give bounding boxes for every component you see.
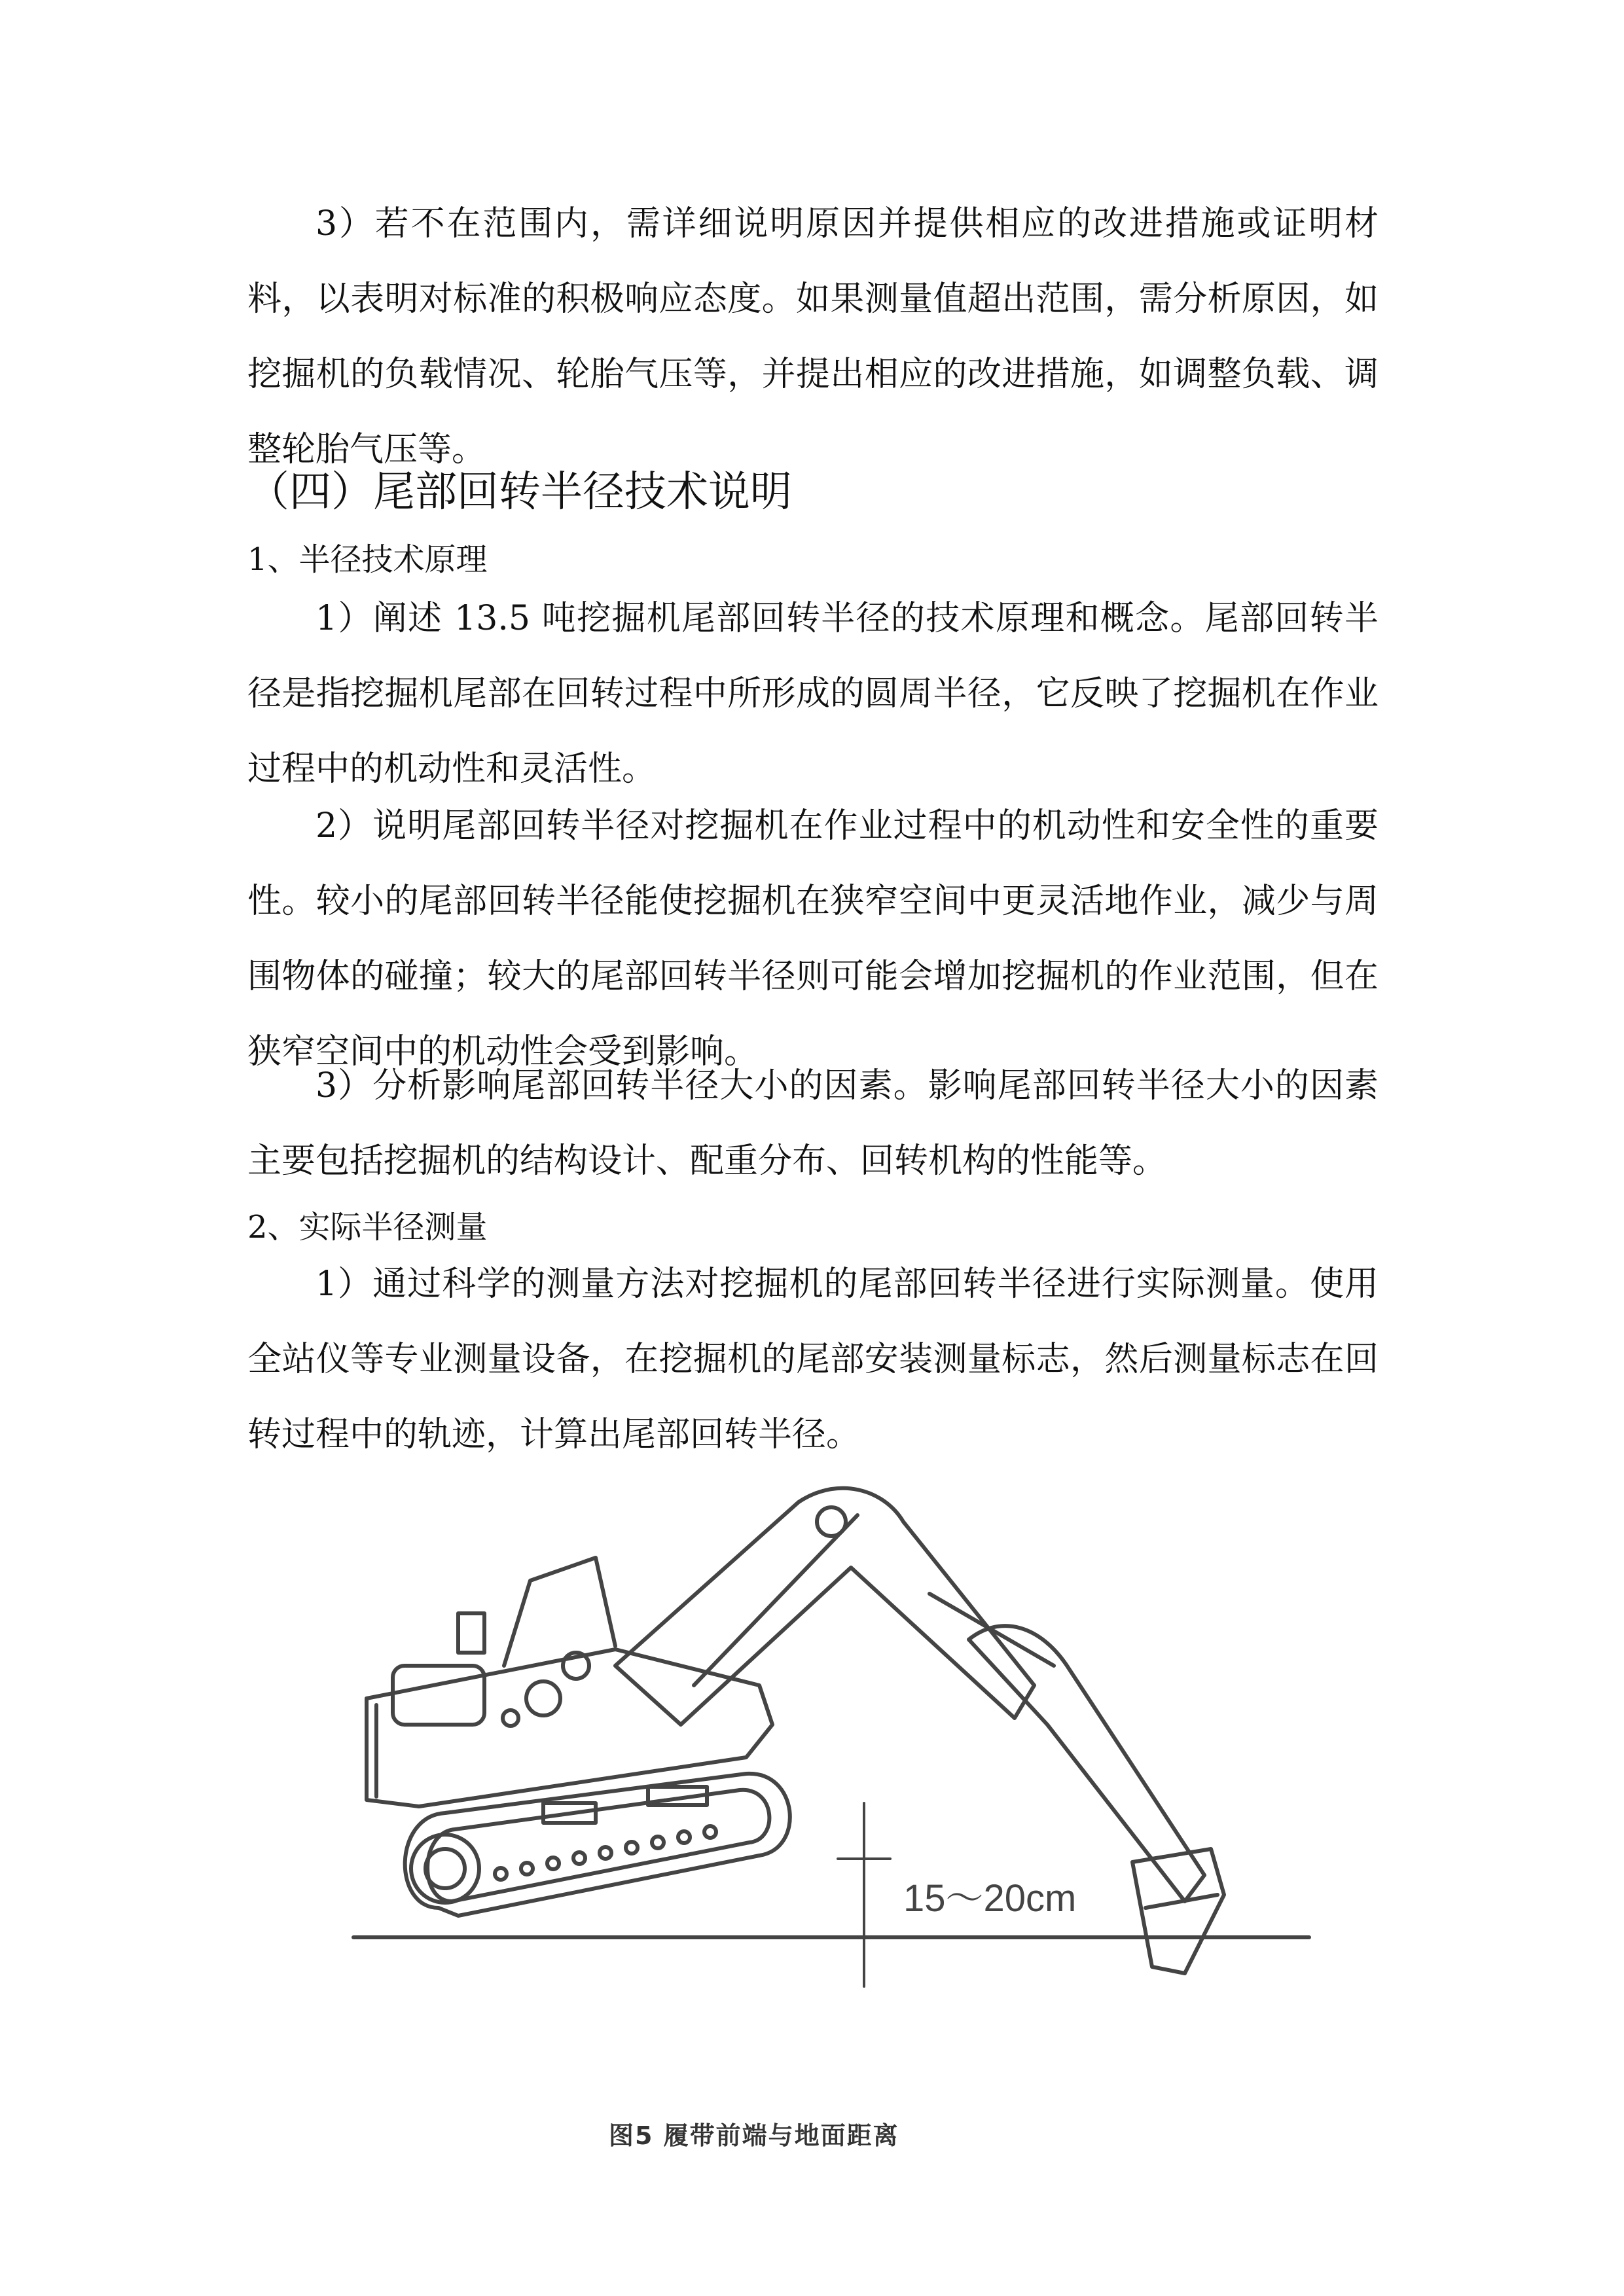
body-bolt bbox=[503, 1710, 518, 1726]
section-heading: （四）尾部回转半径技术说明 bbox=[247, 468, 792, 516]
track-idler-hub bbox=[425, 1849, 465, 1888]
paragraph-p4: 3）分析影响尾部回转半径大小的因素。影响尾部回转半径大小的因素主要包括挖掘机的结构设计、配重分布、回转机构的性能等。 bbox=[247, 1066, 1379, 1181]
boom bbox=[615, 1488, 1034, 1725]
bucket bbox=[1132, 1849, 1224, 1973]
engine-hood bbox=[393, 1666, 484, 1725]
paragraph-p3: 2）说明尾部回转半径对挖掘机在作业过程中的机动性和安全性的重要性。较小的尾部回转半径能使挖掘机在狭窄空间中更灵活地作业，减少与周围物体的碰撞；较大的尾部回转半径则可能会增加挖掘机的作业范围，但在狭窄空间中的机动性会受到影响。 bbox=[247, 806, 1379, 1071]
paragraph-p5: 1）通过科学的测量方法对挖掘机的尾部回转半径进行实际测量。使用全站仪等专业测量设备，在挖掘机的尾部安装测量标志，然后测量标志在回转过程中的轨迹，计算出尾部回转半径。 bbox=[247, 1265, 1379, 1454]
boom-pin bbox=[817, 1507, 846, 1536]
subheading-principle: 1、半径技术原理 bbox=[247, 541, 488, 578]
subheading-measurement: 2、实际半径测量 bbox=[247, 1209, 488, 1246]
paragraph-p2: 1）阐述 13.5 吨挖掘机尾部回转半径的技术原理和概念。尾部回转半径是指挖掘机尾部在回转过程中所形成的圆周半径，它反映了挖掘机在作业过程中的机动性和灵活性。 bbox=[247, 599, 1379, 789]
cab-frame bbox=[504, 1558, 615, 1666]
excavator-figure bbox=[340, 1450, 1322, 2137]
boom-cylinder bbox=[694, 1515, 857, 1685]
arm bbox=[969, 1626, 1204, 1901]
track-idler-wheel bbox=[411, 1835, 479, 1903]
exhaust-pipe bbox=[458, 1613, 484, 1653]
upper-body bbox=[367, 1649, 772, 1806]
figure-caption: 图5 履带前端与地面距离 bbox=[609, 2121, 899, 2150]
dimension-label: 15～20cm bbox=[903, 1877, 1077, 1920]
paragraph-p1: 3）若不在范围内，需详细说明原因并提供相应的改进措施或证明材料，以表明对标准的积极响应态度。如果测量值超出范围，需分析原因，如挖掘机的负载情况、轮胎气压等，并提出相应的改进措施，如调整负载、调整轮胎气压等。 bbox=[247, 204, 1379, 469]
cab-light-lower bbox=[526, 1681, 560, 1715]
